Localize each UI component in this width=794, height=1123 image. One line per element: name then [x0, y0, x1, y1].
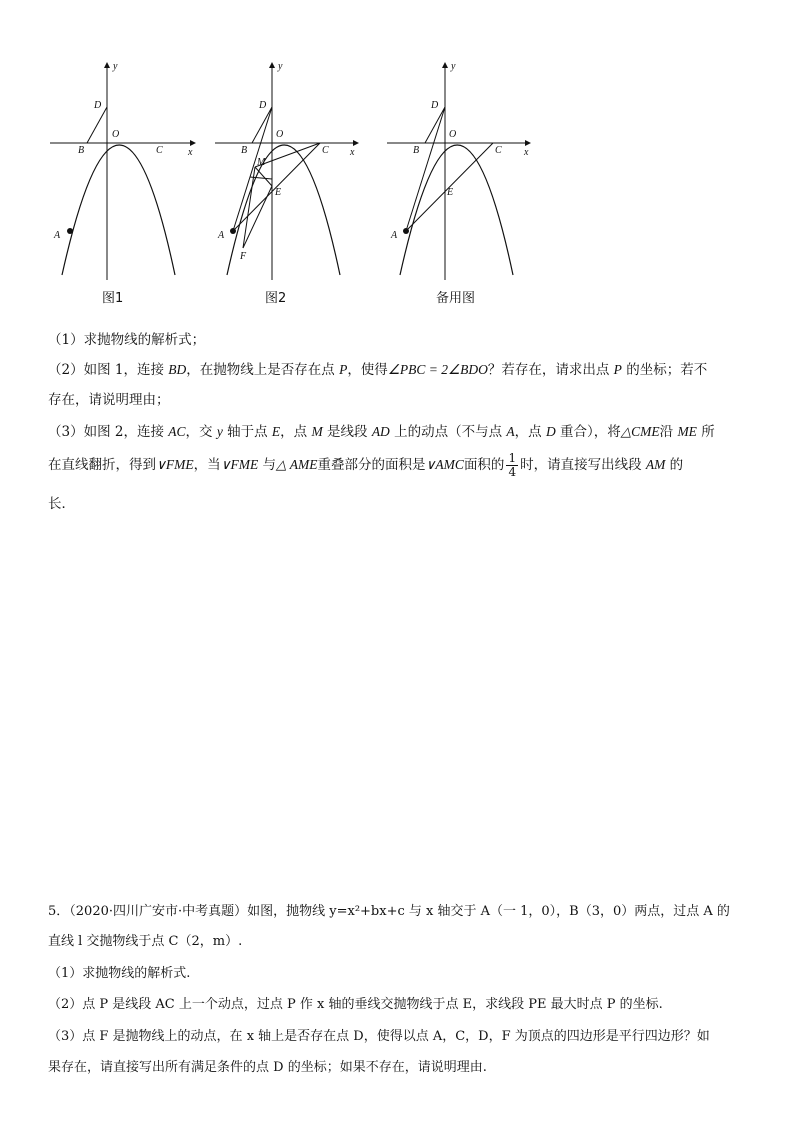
q5-line6: 果存在，请直接写出所有满足条件的点 D 的坐标；如果不存在，请说明理由.: [48, 1060, 487, 1075]
label-e: E: [447, 187, 454, 198]
label-a: A: [391, 230, 398, 241]
label-x: x: [350, 147, 355, 158]
point-a: [403, 228, 409, 234]
parabola: [62, 145, 175, 275]
q5-line2: 直线 l 交抛物线于点 C（2，m）.: [48, 934, 243, 949]
label-a: A: [218, 230, 225, 241]
label-e: E: [275, 187, 282, 198]
q5-line1: 5．（2020·四川广安市·中考真题）如图，抛物线 y=x²+bx+c 与 x 轴交于 A（一 1，0），B（3，0）两点，过点 A 的: [48, 904, 730, 919]
label-a: A: [54, 230, 61, 241]
figure-1-caption: 图1: [102, 291, 124, 306]
segment-bd: [87, 107, 107, 143]
label-b: B: [413, 145, 420, 156]
label-m: M: [257, 157, 266, 168]
label-d: D: [94, 100, 102, 111]
segment-me: [255, 167, 272, 186]
q4-part2-line1: （2）如图 1，连接 BD，在抛物线上是否存在点 P，使得∠PBC = 2∠BDO？若存在，请求出点 P 的坐标；若不: [48, 362, 708, 378]
label-f: F: [240, 251, 247, 262]
figures-svg: [40, 55, 560, 295]
figures-area: [40, 55, 560, 310]
segment-ad: [406, 107, 445, 231]
point-a: [67, 228, 73, 234]
label-o: O: [449, 129, 457, 140]
label-c: C: [156, 145, 163, 156]
label-y: y: [451, 61, 456, 72]
q5-line4: （2）点 P 是线段 AC 上一个动点，过点 P 作 x 轴的垂线交抛物线于点 E，求线段 PE 最大时点 P 的坐标.: [48, 997, 663, 1012]
q5-line5: （3）点 F 是抛物线上的动点，在 x 轴上是否存在点 D，使得以点 A，C，D，F 为顶点的四边形是平行四边形？如: [48, 1029, 710, 1044]
fraction-one-quarter: $\frac{1}{4}$: [508, 451, 517, 479]
figure-2: [215, 61, 358, 280]
label-d: D: [259, 100, 267, 111]
label-y: y: [278, 61, 283, 72]
point-a: [230, 228, 236, 234]
label-b: B: [241, 145, 248, 156]
q4-part3-line3: 长．: [48, 496, 75, 512]
figure-1: [50, 61, 195, 280]
figure-3: [387, 61, 530, 280]
label-c: C: [495, 145, 502, 156]
label-c: C: [322, 145, 329, 156]
label-b: B: [78, 145, 85, 156]
q4-part3-line2: 在直线翻折，得到∨FME，当∨FME 与△ AME重叠部分的面积是∨AMC面积的 $\frac{1}{4}$ 时，请直接写出线段 AM 的: [48, 451, 684, 479]
figure-2-caption: 图2: [265, 291, 287, 306]
q4-part1: （1）求抛物线的解析式；: [48, 332, 206, 348]
q4-part3-line1: （3）如图 2，连接 AC，交 y 轴于点 E，点 M 是线段 AD 上的动点（不与点 A，点 D 重合），将△CME沿 ME 所: [48, 424, 715, 440]
label-d: D: [431, 100, 439, 111]
segment-ad: [233, 107, 272, 231]
parabola: [400, 145, 513, 275]
label-o: O: [276, 129, 284, 140]
label-x: x: [188, 147, 193, 158]
q4-part2-line2: 存在，请说明理由；: [48, 392, 170, 408]
label-y: y: [113, 61, 118, 72]
label-x: x: [524, 147, 529, 158]
label-o: O: [112, 129, 120, 140]
figure-3-caption: 备用图: [436, 291, 476, 306]
q5-line3: （1）求抛物线的解析式.: [48, 966, 191, 981]
